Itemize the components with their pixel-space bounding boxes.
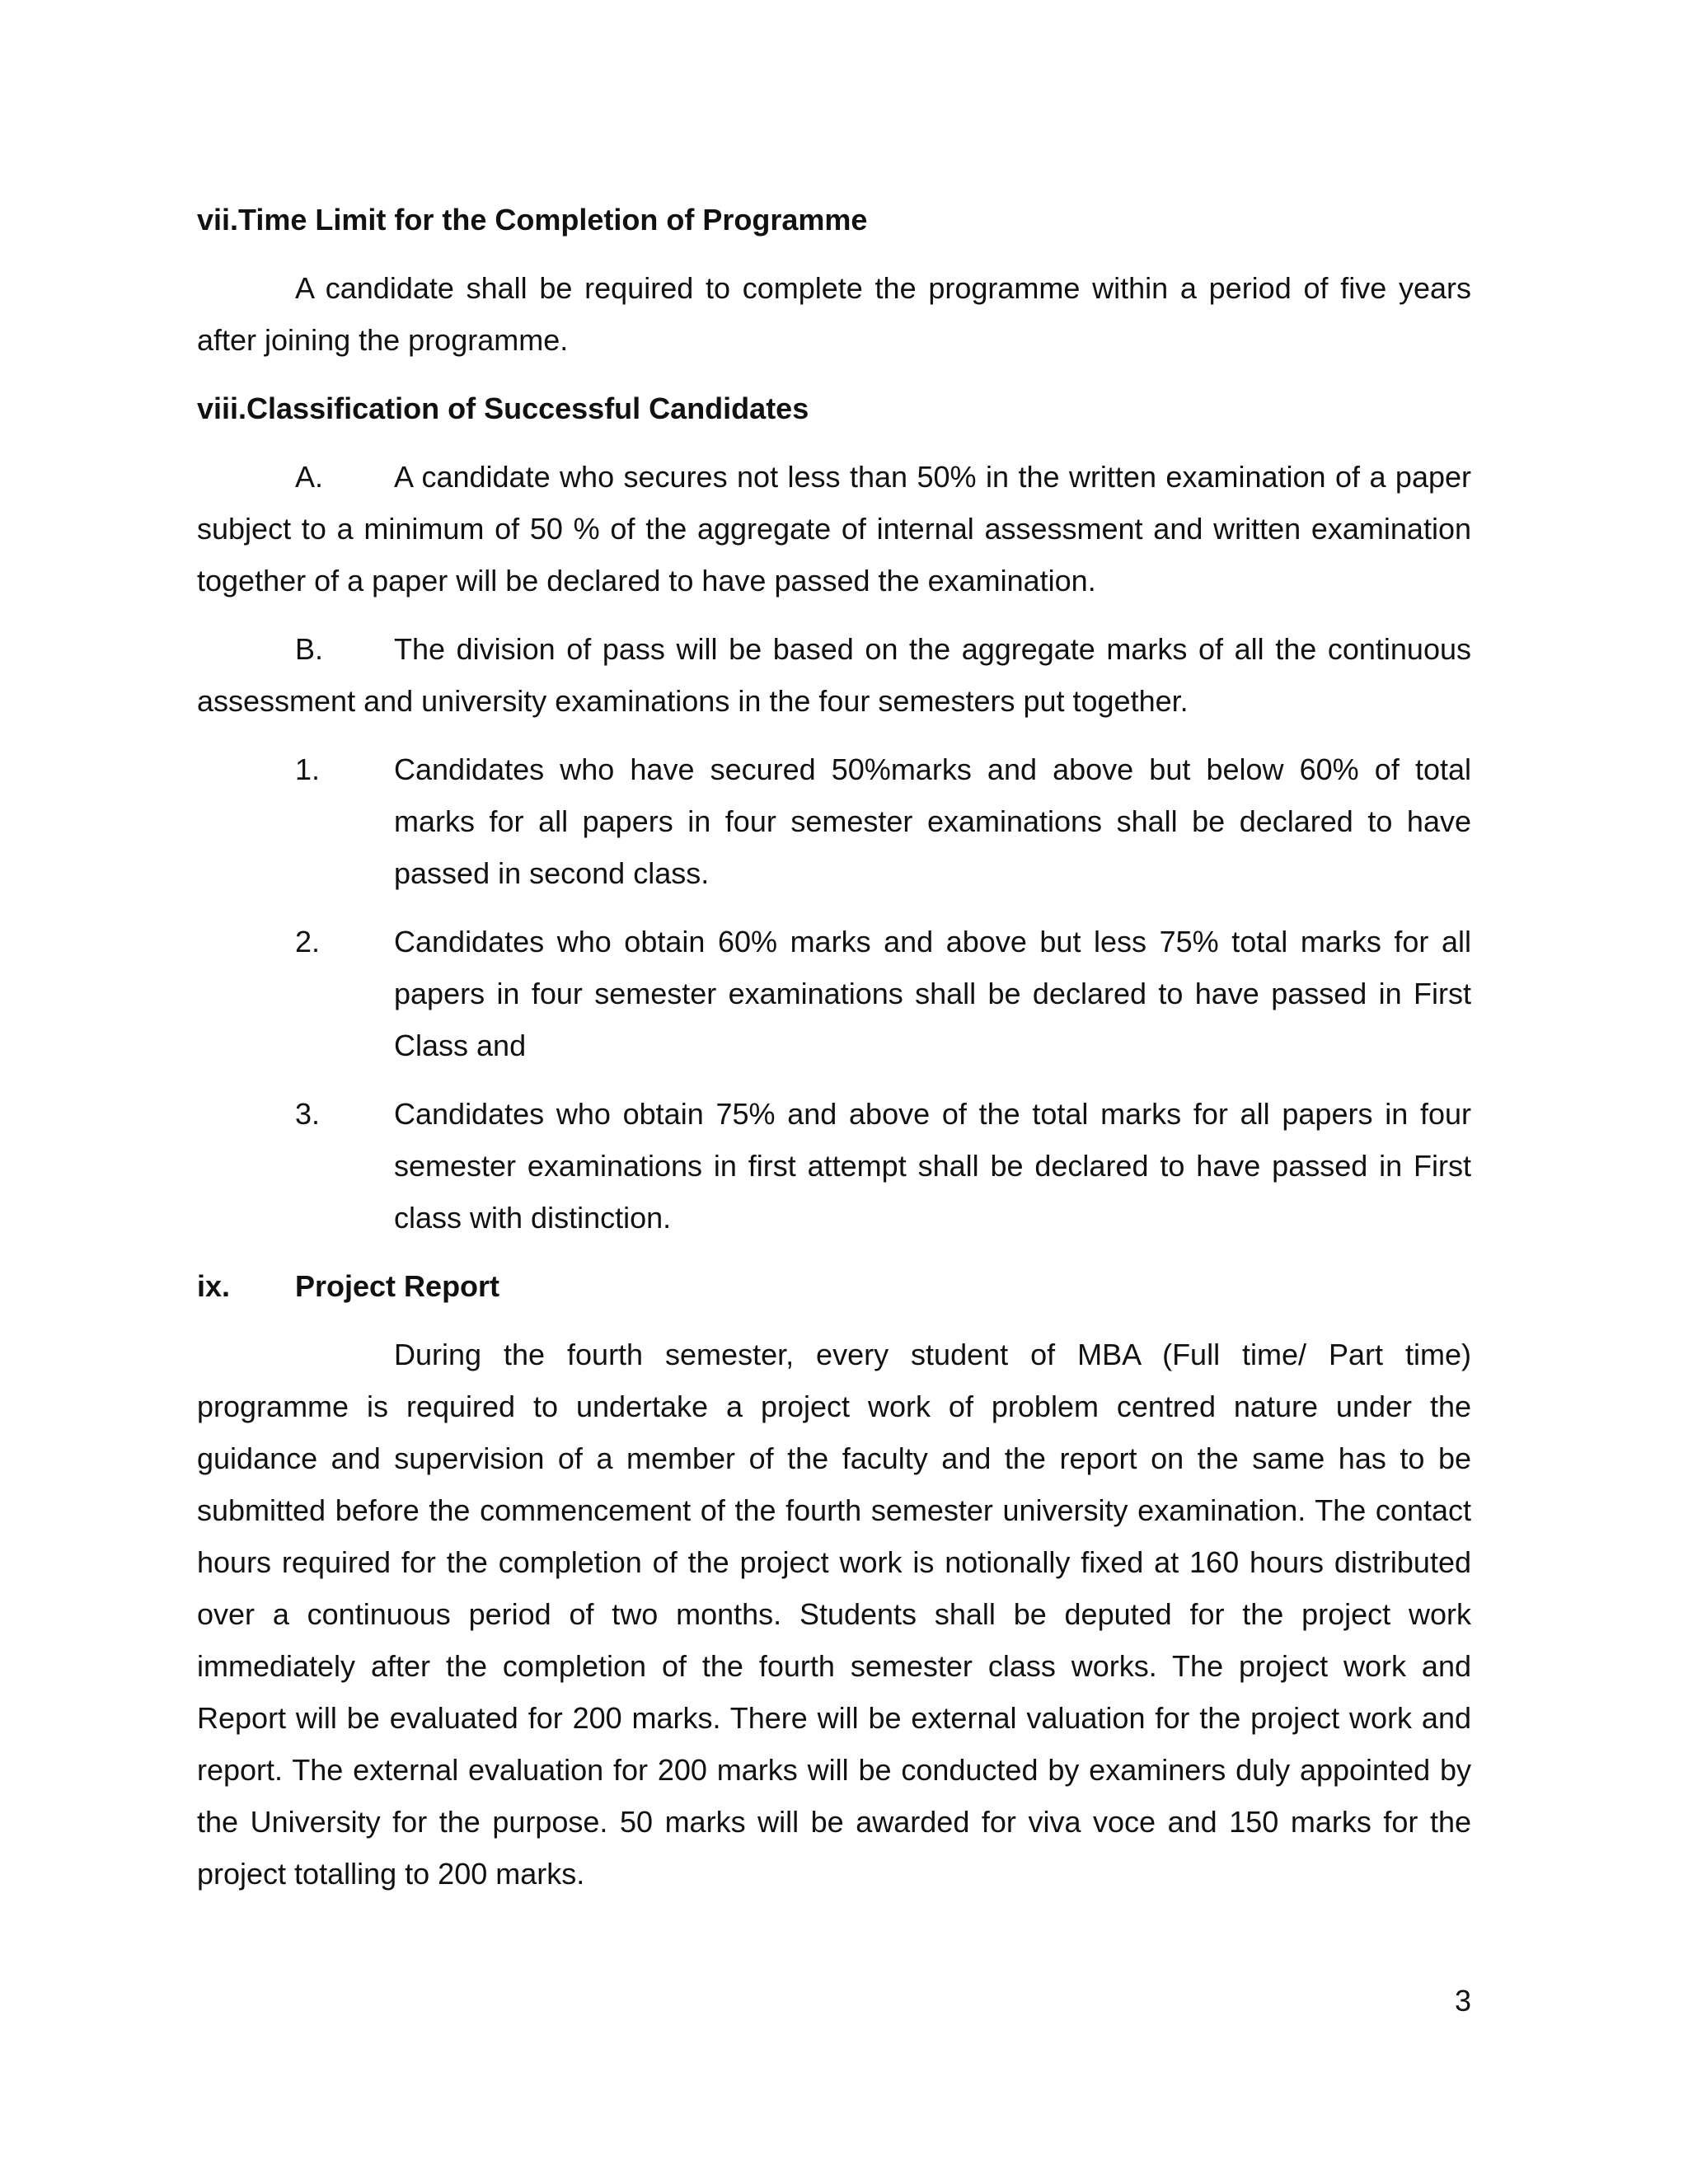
list-item-text: Candidates who have secured 50%marks and above but below 60% of total marks for all papers in four semester examinations shall be declared to have passed in second class. (394, 752, 1471, 890)
section-vii-text: A candidate shall be required to complete the programme within a period of five years after joining the programme. (197, 271, 1471, 357)
list-item-marker: 2. (295, 925, 321, 958)
section-viii-heading: viii.Classification of Successful Candidates (197, 391, 809, 425)
clause-a-marker: A. (295, 460, 324, 494)
clause-a-text: A candidate who secures not less than 50% in the written examination of a paper subject to a minimum of 50 % of the aggregate of internal assessment and written examination together of a paper will be declared to have passed the examination. (197, 460, 1471, 598)
section-ix-text: During the fourth semester, every student of MBA (Full time/ Part time) programme is required to undertake a project work of problem centred nature under the guidance and supervision of a member of the faculty and the report on the same has to be submitted before the commencement of the fourth semester university examination. The contact hours required for the completion of the project work is notionally fixed at 160 hours distributed over a continuous period of two months. Students shall be deputed for the project work immediately after the completion of the fourth semester class works. The project work and Report will be evaluated for 200 marks. There will be external valuation for the project work and report. The external evaluation for 200 marks will be conducted by examiners duly appointed by the University for the purpose. 50 marks will be awarded for viva voce and 150 marks for the project totalling to 200 marks. (197, 1338, 1471, 1891)
list-item-marker: 1. (295, 752, 321, 786)
clause-b (197, 623, 1471, 727)
section-ix-heading (197, 1260, 1471, 1312)
section-ix-marker: ix. (197, 1269, 231, 1303)
page-number: 3 (1454, 1984, 1471, 2018)
list-item (197, 916, 1471, 1071)
list-item-marker: 3. (295, 1097, 321, 1131)
list-item-text: Candidates who obtain 75% and above of the total marks for all papers in four semester examinations in first attempt shall be declared to have passed in First class with distinction. (394, 1097, 1471, 1235)
list-item-text: Candidates who obtain 60% marks and above but less 75% total marks for all papers in four semester examinations shall be declared to have passed in First Class and (394, 925, 1471, 1062)
document-page (197, 194, 1471, 1916)
section-vii-heading: vii.Time Limit for the Completion of Programme (197, 203, 868, 237)
clause-b-text: The division of pass will be based on the aggregate marks of all the continuous assessment and university examinations in the four semesters put together. (197, 632, 1471, 718)
clause-b-marker: B. (295, 632, 324, 666)
list-item (197, 743, 1471, 899)
list-item (197, 1088, 1471, 1244)
section-ix-title: Project Report (295, 1269, 500, 1303)
clause-a (197, 451, 1471, 607)
